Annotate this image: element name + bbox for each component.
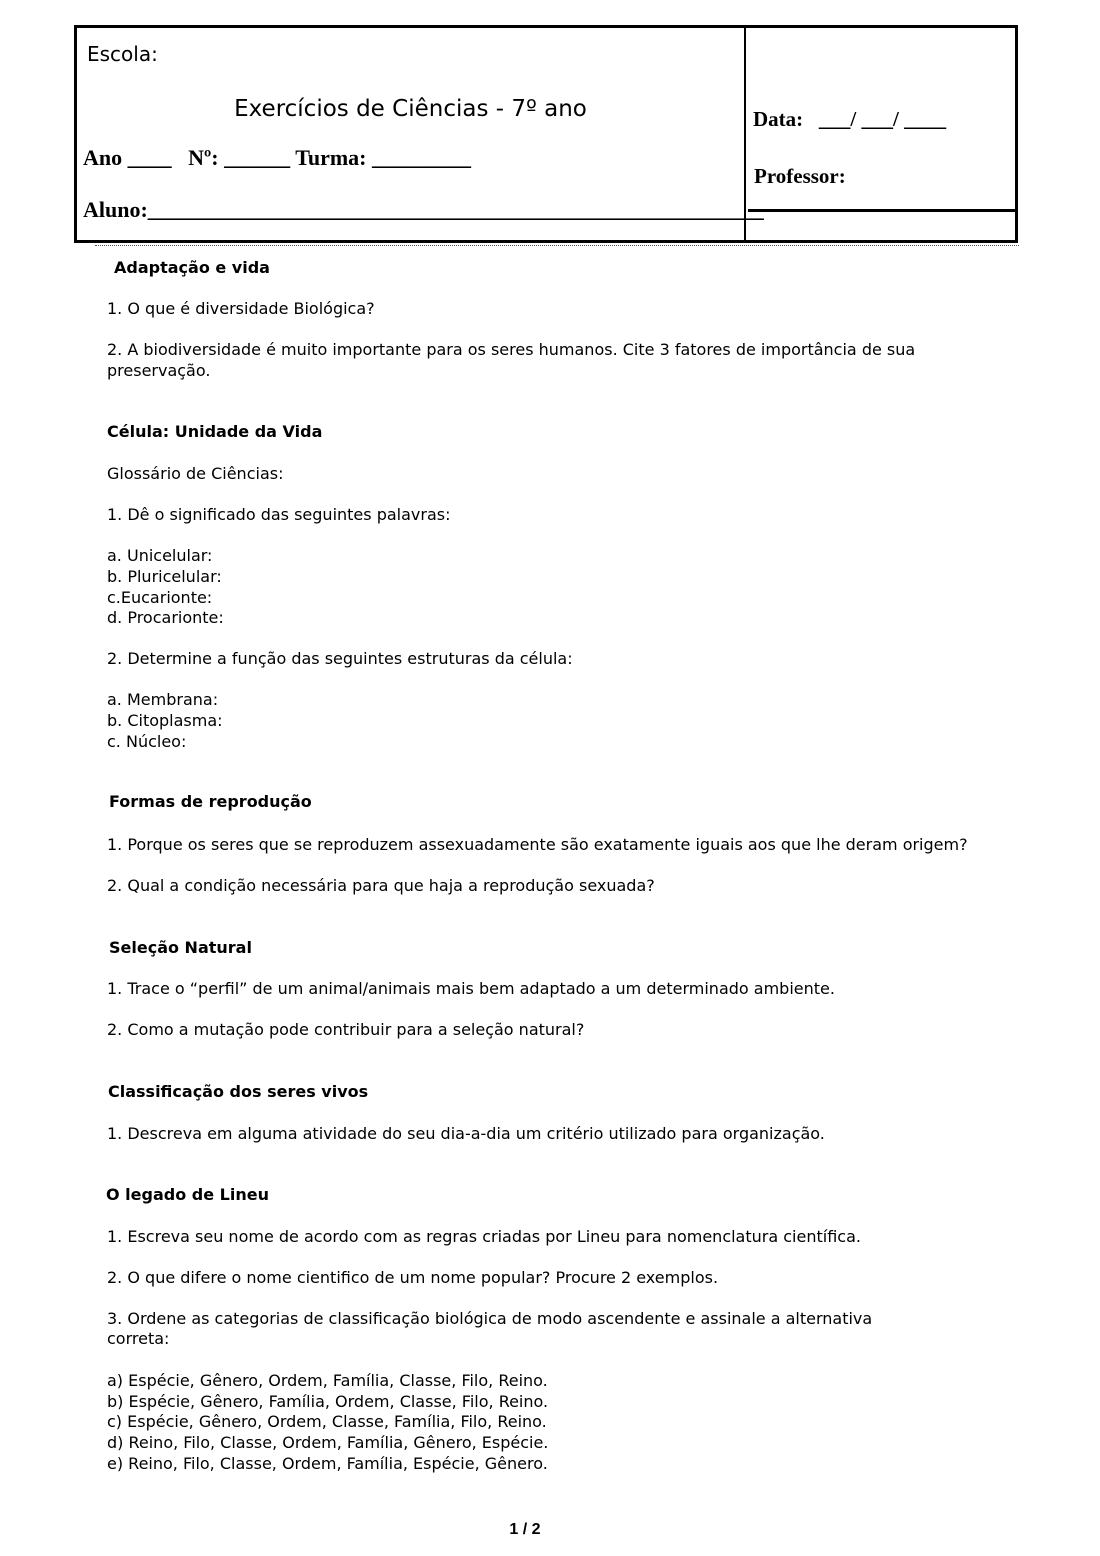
question: 2. Qual a condição necessária para que haja a reprodução sexuada? — [107, 876, 655, 895]
section-title: Classificação dos seres vivos — [108, 1082, 369, 1101]
ano-number-class-line: Ano ____ Nº: ______ Turma: _________ — [83, 145, 472, 170]
section-title: O legado de Lineu — [106, 1185, 269, 1204]
question-continuation: preservação. — [107, 361, 211, 380]
question: 2. Determine a função das seguintes estruturas da célula: — [107, 649, 573, 668]
section-title: Célula: Unidade da Vida — [107, 422, 323, 441]
question: 1. O que é diversidade Biológica? — [107, 299, 375, 318]
answer-option: c) Espécie, Gênero, Ordem, Classe, Família, Filo, Reino. — [107, 1412, 547, 1431]
page-title: Exercícios de Ciências - 7º ano — [234, 96, 587, 122]
list-item: b. Citoplasma: — [107, 711, 223, 730]
question: 1. Descreva em alguma atividade do seu dia-a-dia um critério utilizado para organização. — [107, 1124, 825, 1143]
header-box — [74, 25, 1018, 243]
answer-option: a) Espécie, Gênero, Ordem, Família, Classe, Filo, Reino. — [107, 1371, 548, 1390]
professor-label: Professor: — [754, 164, 846, 188]
question-continuation: correta: — [107, 1329, 170, 1348]
list-item: c.Eucarionte: — [107, 588, 213, 607]
student-name-line: Aluno:________________________________________________________ — [83, 197, 764, 222]
header-bottom-rule — [95, 245, 1019, 246]
professor-underline — [748, 209, 1016, 212]
question: 2. Como a mutação pode contribuir para a seleção natural? — [107, 1020, 585, 1039]
list-item: a. Membrana: — [107, 690, 219, 709]
answer-option: e) Reino, Filo, Classe, Ordem, Família, Espécie, Gênero. — [107, 1454, 548, 1473]
answer-option: b) Espécie, Gênero, Família, Ordem, Classe, Filo, Reino. — [107, 1392, 549, 1411]
list-item: a. Unicelular: — [107, 546, 213, 565]
question: 2. O que difere o nome cientifico de um nome popular? Procure 2 exemplos. — [107, 1268, 719, 1287]
question: 2. A biodiversidade é muito importante para os seres humanos. Cite 3 fatores de importância de sua — [107, 340, 916, 359]
list-item: d. Procarionte: — [107, 608, 224, 627]
list-item: b. Pluricelular: — [107, 567, 222, 586]
section-title: Seleção Natural — [109, 938, 252, 957]
school-label: Escola: — [87, 42, 158, 66]
question: 3. Ordene as categorias de classificação biológica de modo ascendente e assinale a alternativa — [107, 1309, 873, 1328]
question: 1. Trace o “perfil” de um animal/animais mais bem adaptado a um determinado ambiente. — [107, 979, 835, 998]
answer-option: d) Reino, Filo, Classe, Ordem, Família, Gênero, Espécie. — [107, 1433, 549, 1452]
question: 1. Porque os seres que se reproduzem assexuadamente são exatamente iguais aos que lhe deram origem? — [107, 835, 968, 854]
list-item: c. Núcleo: — [107, 732, 187, 751]
question: 1. Escreva seu nome de acordo com as regras criadas por Lineu para nomenclatura científica. — [107, 1227, 861, 1246]
date-line: Data: ___/ ___/ ____ — [753, 107, 947, 131]
glossary-label: Glossário de Ciências: — [107, 464, 284, 483]
section-title: Adaptação e vida — [114, 258, 270, 277]
page-number: 1 / 2 — [509, 1521, 541, 1538]
question: 1. Dê o significado das seguintes palavras: — [107, 505, 451, 524]
section-title: Formas de reprodução — [109, 792, 312, 811]
